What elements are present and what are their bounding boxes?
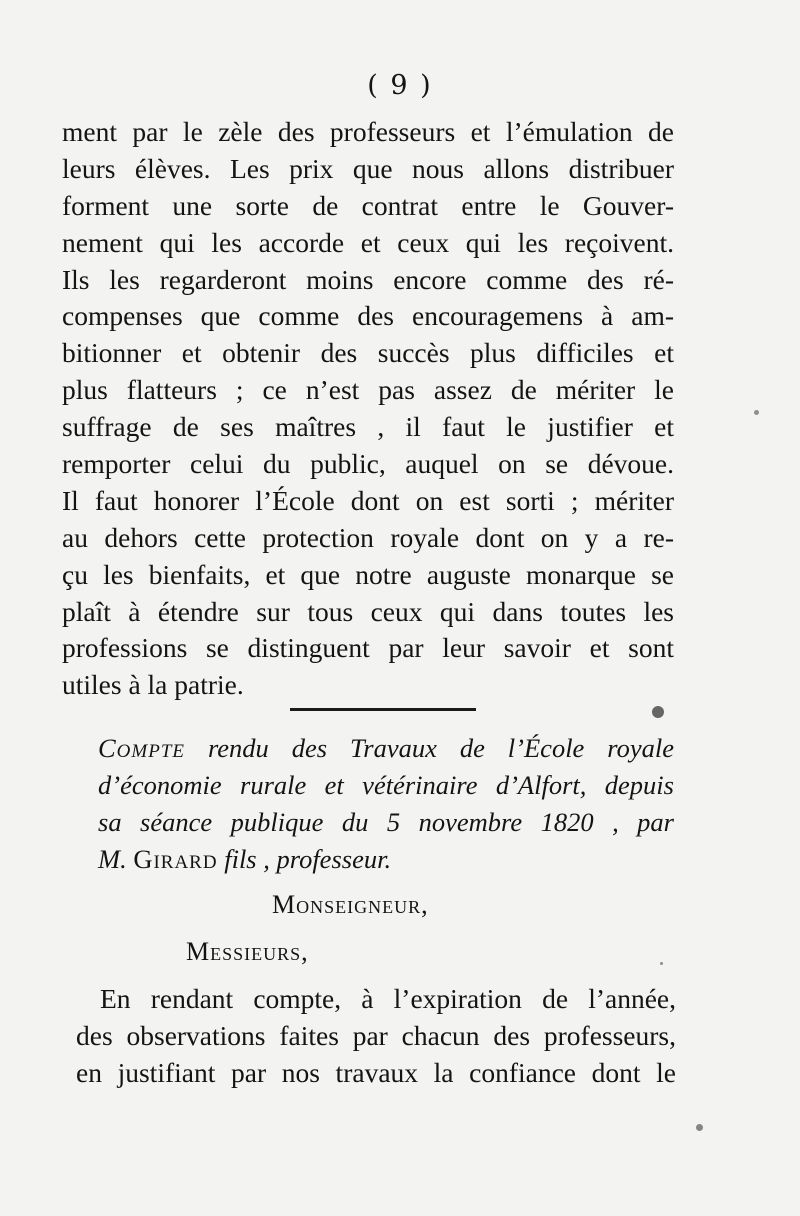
report-heading-line <box>98 841 674 878</box>
text-line: plaît à étendre sur tous ceux qui dans toutes les <box>62 595 674 627</box>
text-line: çu les bienfaits, et que notre auguste monarque se <box>62 558 674 590</box>
text-line: forment une sorte de contrat entre le Gouver- <box>62 189 674 221</box>
ink-speck <box>652 706 664 718</box>
report-heading-line: sa séance publique du 5 novembre 1820 , par <box>98 807 674 837</box>
text-line: Ils les regarderont moins encore comme des ré- <box>62 263 674 295</box>
text-line: compenses que comme des encouragemens à am- <box>62 300 674 332</box>
text-line: utiles à la patrie. <box>62 669 244 701</box>
text-line: plus flatteurs ; ce n’est pas assez de mériter le <box>62 374 674 406</box>
author-suffix: fils , professeur. <box>217 844 392 874</box>
section-divider <box>290 708 476 711</box>
text-line: En rendant compte, à l’expiration de l’année, <box>100 983 676 1014</box>
salutation-monseigneur: Monseigneur, <box>272 890 429 919</box>
text-line: ment par le zèle des professeurs et l’émulation de <box>62 116 674 147</box>
page-number: ( 9 ) <box>367 70 433 101</box>
salutation-messieurs: Messieurs, <box>186 937 309 966</box>
report-heading-word: Compte <box>98 733 186 763</box>
report-heading <box>98 730 674 878</box>
text-line: en justifiant par nos travaux la confiance dont le <box>76 1057 676 1088</box>
report-heading-line: d’économie rurale et vétérinaire d’Alfort, depuis <box>98 770 674 800</box>
text-line: leurs élèves. Les prix que nous allons distribuer <box>62 152 674 184</box>
text-line: Il faut honorer l’École dont on est sorti ; mériter <box>62 484 674 516</box>
text-line: bitionner et obtenir des succès plus difficiles et <box>62 337 674 369</box>
text-line: suffrage de ses maîtres , il faut le justifier et <box>62 411 674 443</box>
body-paragraph <box>62 114 674 704</box>
ink-speck <box>754 410 759 415</box>
report-heading-line <box>98 730 674 767</box>
text-line: nement qui les accorde et ceux qui les reçoivent. <box>62 226 674 258</box>
ink-speck <box>660 962 663 965</box>
text-line: remporter celui du public, auquel on se dévoue. <box>62 448 674 480</box>
text-line: des observations faites par chacun des professeurs, <box>76 1020 676 1051</box>
text-line: professions se distinguent par leur savoir et sont <box>62 632 674 664</box>
closing-paragraph <box>76 980 676 1091</box>
author-name: Girard <box>133 844 218 874</box>
report-heading-text: rendu des Travaux de l’École royale <box>185 733 674 763</box>
author-prefix: M. <box>98 844 134 874</box>
ink-speck <box>696 1124 703 1131</box>
text-line: au dehors cette protection royale dont on y a re- <box>62 521 674 553</box>
